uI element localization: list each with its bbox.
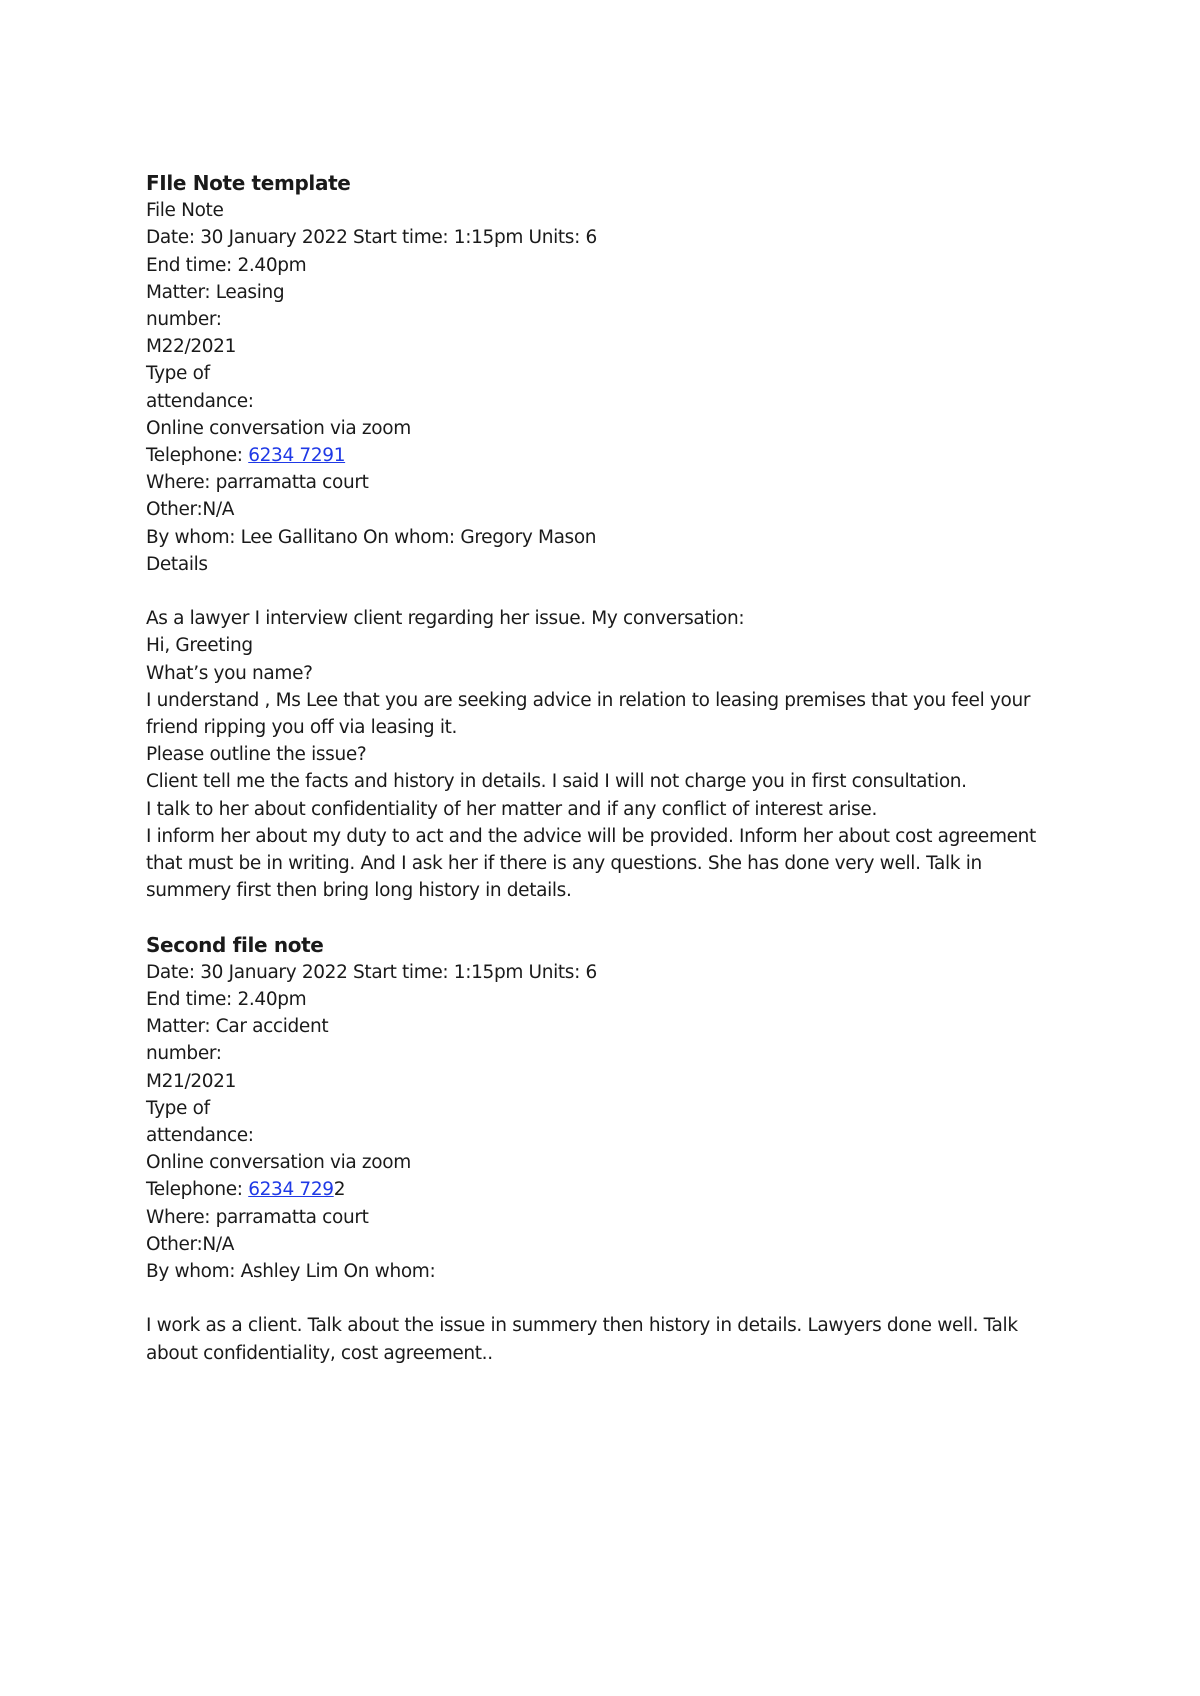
second-file-note-heading: Second file note [146,932,324,957]
type-label: Type of [146,363,210,385]
file-note-subtitle: File Note [146,200,224,222]
attendance-value: Online conversation via zoom [146,1152,411,1174]
date-line: Date: 30 January 2022 Start time: 1:15pm Units: 6 [146,961,597,983]
file-note-heading: FIle Note template [146,171,351,195]
matter: Matter: Leasing [146,281,285,303]
body-paragraph: Hi, Greeting [146,635,253,657]
attendance-value: Online conversation via zoom [146,417,411,439]
by-whom: By whom: Lee Gallitano On whom: Gregory Mason [146,526,597,548]
body-paragraph: Client tell me the facts and history in details. I said I will not charge you in first consultation. [146,771,967,793]
body-paragraph: I work as a client. Talk about the issue in summery then history in details. Lawyers done well. Talk about confidentiality, cost agreement.. [146,1315,1018,1364]
telephone-link[interactable]: 6234 7291 [248,445,346,467]
details-label: Details [146,553,208,575]
number-value: M21/2021 [146,1070,237,1092]
other: Other:N/A [146,499,235,521]
end-time: End time: 2.40pm [146,254,307,276]
date-line: Date: 30 January 2022 Start time: 1:15pm Units: 6 [146,227,597,249]
telephone-label: Telephone: [146,445,249,467]
other: Other:N/A [146,1233,235,1255]
spacer [146,1285,1066,1312]
body-paragraph: Please outline the issue? [146,744,367,766]
body-paragraph: I understand , Ms Lee that you are seeking advice in relation to leasing premises that you feel your friend ripping you off via leasing it. [146,689,1031,739]
telephone-line [146,1176,1066,1203]
attendance-label: attendance: [146,390,254,412]
body-paragraph: What’s you name? [146,662,313,684]
matter: Matter: Car accident [146,1016,329,1038]
number-label: number: [146,1043,222,1065]
end-time: End time: 2.40pm [146,989,307,1011]
attendance-label: attendance: [146,1125,254,1147]
where: Where: parramatta court [146,472,369,494]
telephone-label: Telephone: [146,1179,249,1201]
telephone-line [146,442,1066,469]
spacer [146,578,1066,605]
spacer [146,904,1066,931]
body-paragraph: I talk to her about confidentiality of her matter and if any conflict of interest arise. [146,798,877,820]
telephone-link[interactable]: 6234 729 [248,1179,334,1201]
body-paragraph: As a lawyer I interview client regarding her issue. My conversation: [146,608,745,630]
document-page [146,170,1066,1367]
type-label: Type of [146,1097,210,1119]
telephone-suffix: 2 [333,1179,346,1201]
where: Where: parramatta court [146,1206,369,1228]
by-whom: By whom: Ashley Lim On whom: [146,1261,436,1283]
body-paragraph: I inform her about my duty to act and the advice will be provided. Inform her about cost agreement that must be in writing. And I ask her if there is any questions. She has done very well. Talk in summery first then bring long history in details. [146,825,1036,902]
number-value: M22/2021 [146,336,237,358]
number-label: number: [146,309,222,331]
